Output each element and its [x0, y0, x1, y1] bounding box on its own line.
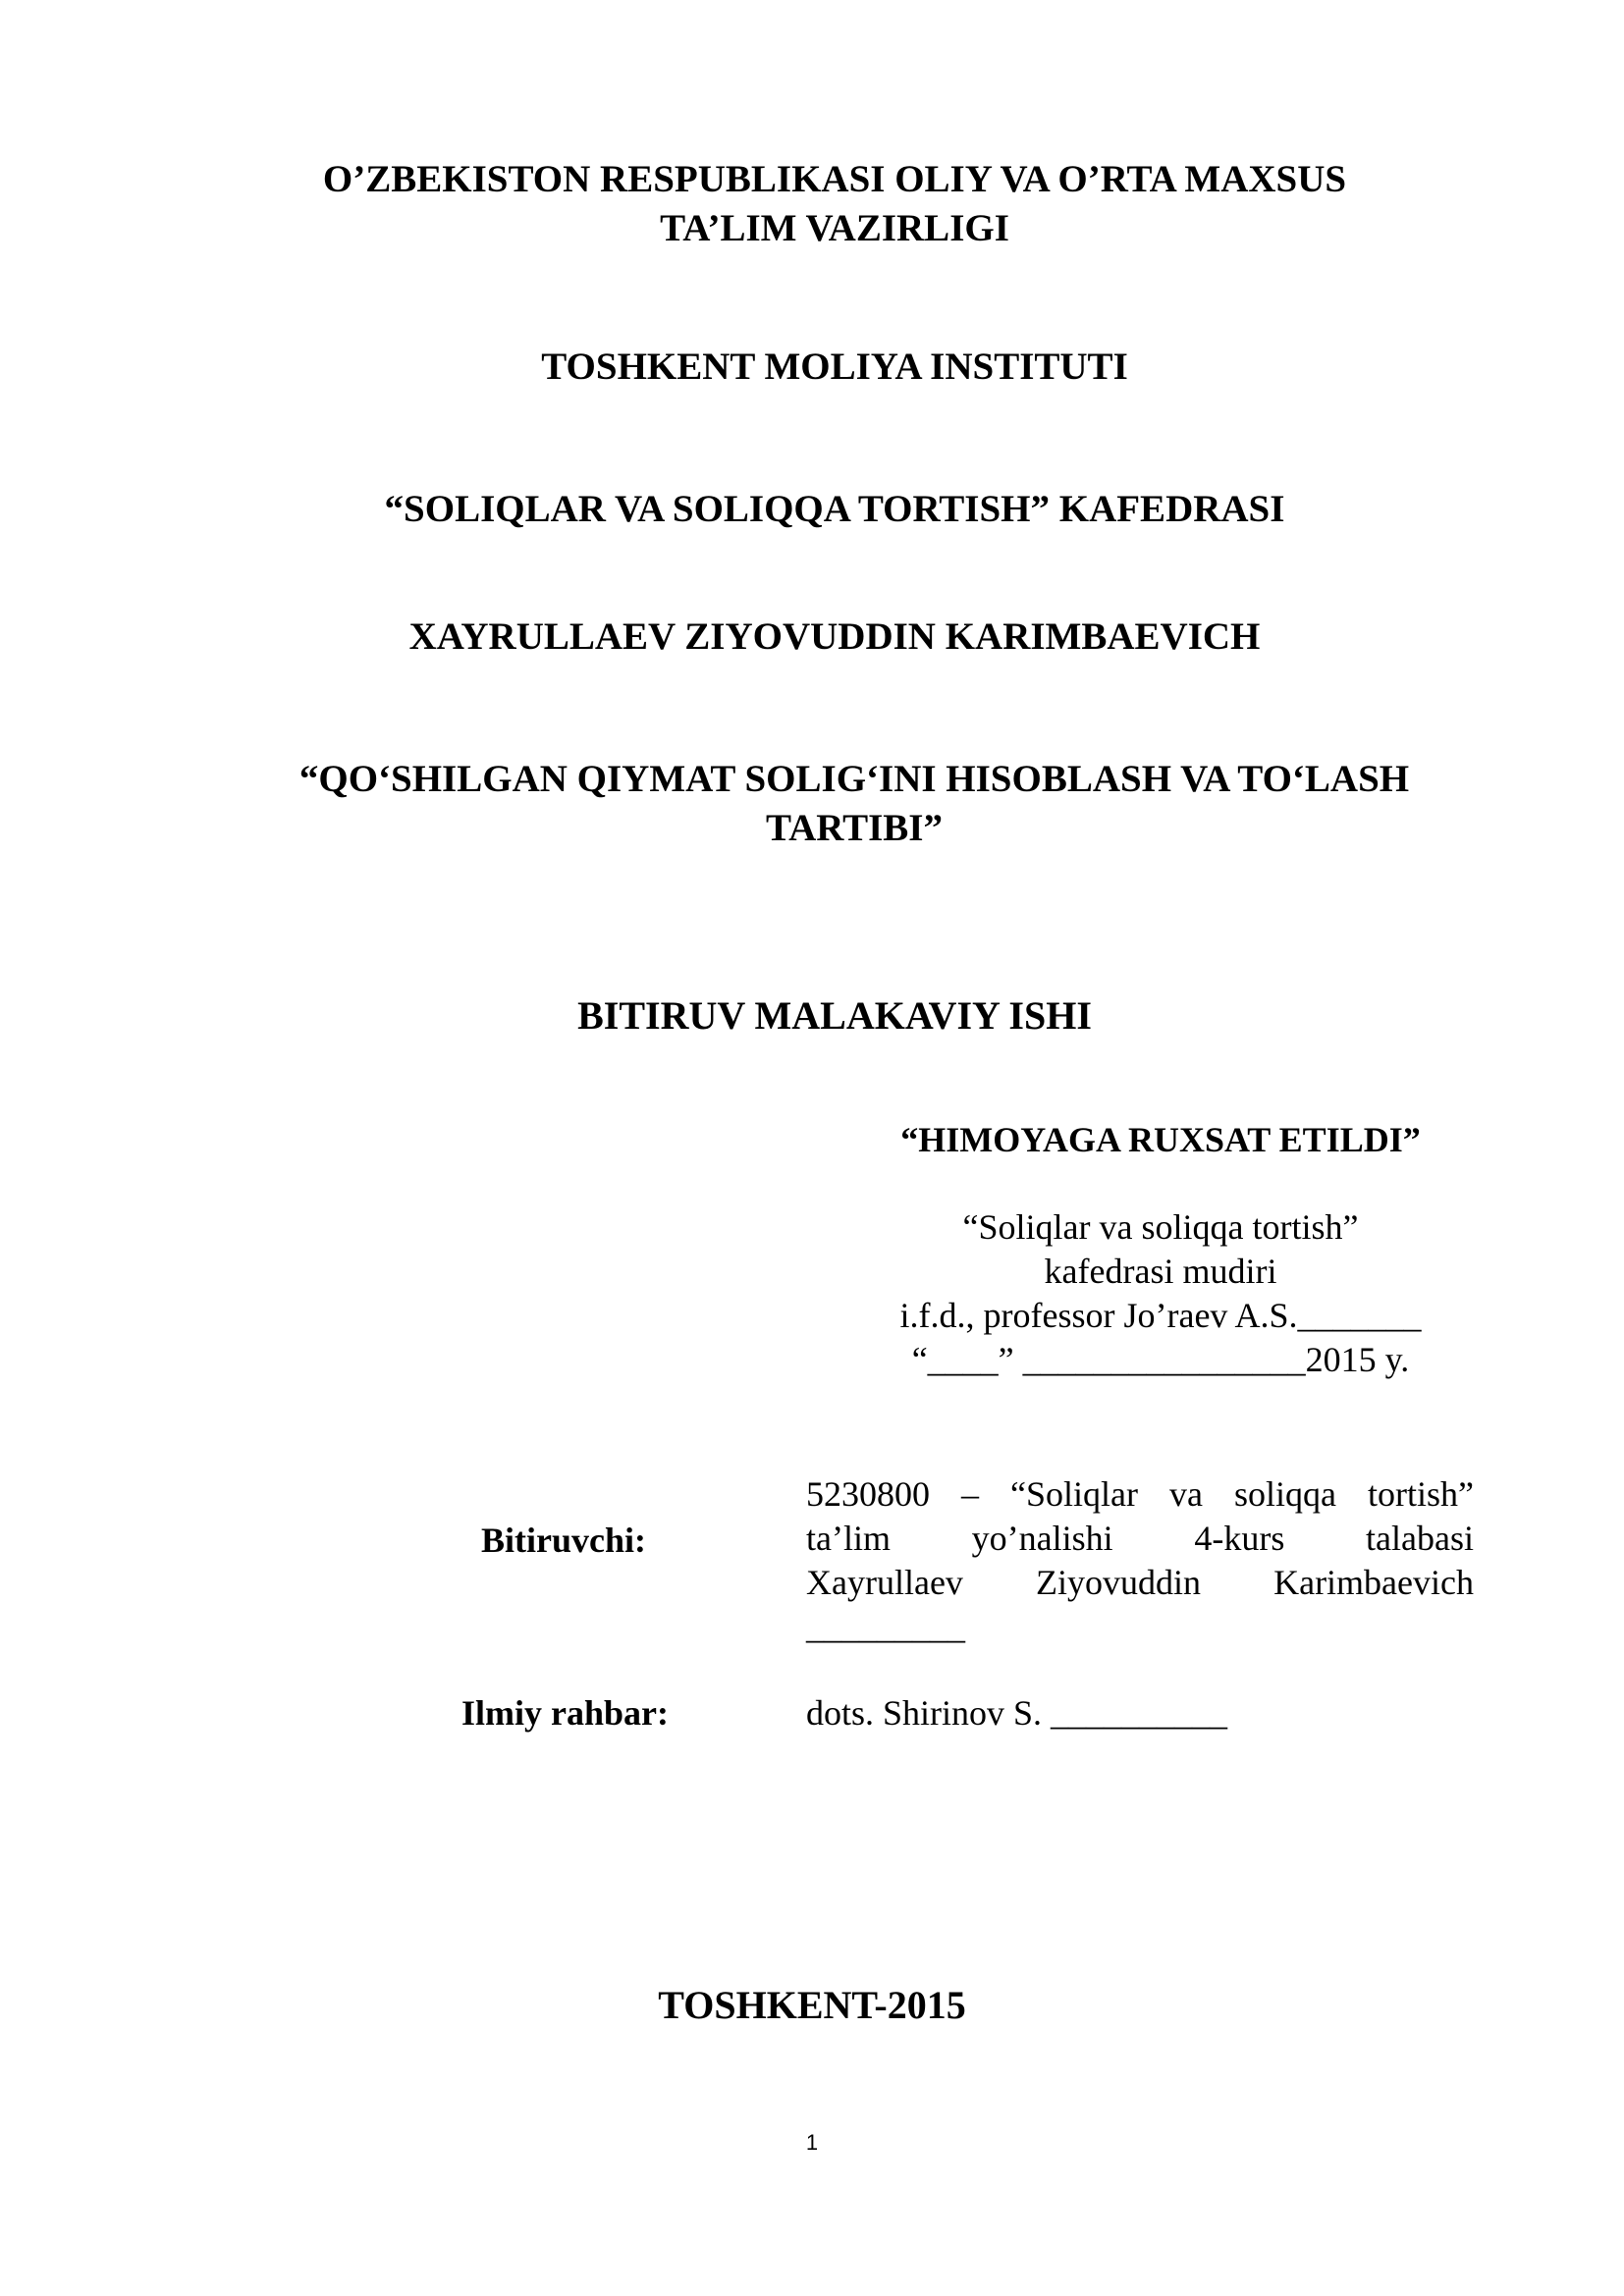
work-type-title: BITIRUV MALAKAVIY ISHI	[577, 993, 1092, 1038]
approval-line: i.f.d., professor Jo’raev A.S._______	[899, 1296, 1422, 1335]
approval-signature-lines	[827, 1205, 1494, 1382]
graduate-line: Xayrullaev Ziyovuddin Karimbaevich	[806, 1563, 1474, 1602]
approval-line: kafedrasi mudiri	[1044, 1252, 1277, 1291]
graduate-label: Bitiruvchi:	[481, 1521, 646, 1560]
ministry-heading: O’ZBEKISTON RESPUBLIKASI OLIY VA O’RTA MAXSUS TA’LIM VAZIRLIGI	[322, 158, 1347, 249]
institute-heading: TOSHKENT MOLIYA INSTITUTI	[541, 346, 1128, 388]
graduate-details	[806, 1472, 1474, 1649]
author-name: XAYRULLAEV ZIYOVUDDIN KARIMBAEVICH	[408, 615, 1261, 658]
approval-title: “HIMOYAGA RUXSAT ETILDI”	[900, 1120, 1421, 1159]
supervisor-value: dots. Shirinov S. __________	[806, 1693, 1228, 1733]
approval-line: “Soliqlar va soliqqa tortish”	[962, 1207, 1359, 1247]
page-number: 1	[805, 2130, 819, 2155]
thesis-topic: “QO‘SHILGAN QIYMAT SOLIG‘INI HISOBLASH VA TO‘LASH TARTIBI”	[298, 758, 1410, 849]
graduate-line: 5230800 – “Soliqlar va soliqqa tortish”	[806, 1474, 1474, 1514]
department-heading: “SOLIQLAR VA SOLIQQA TORTISH” KAFEDRASI	[384, 488, 1285, 530]
city-year: TOSHKENT-2015	[658, 1983, 966, 2027]
graduate-line: ta’lim yo’nalishi 4-kurs talabasi	[806, 1519, 1474, 1558]
approval-line: “____” ________________2015 y.	[911, 1340, 1410, 1379]
graduate-signature-line: _________	[806, 1607, 965, 1646]
supervisor-label: Ilmiy rahbar:	[461, 1693, 669, 1733]
